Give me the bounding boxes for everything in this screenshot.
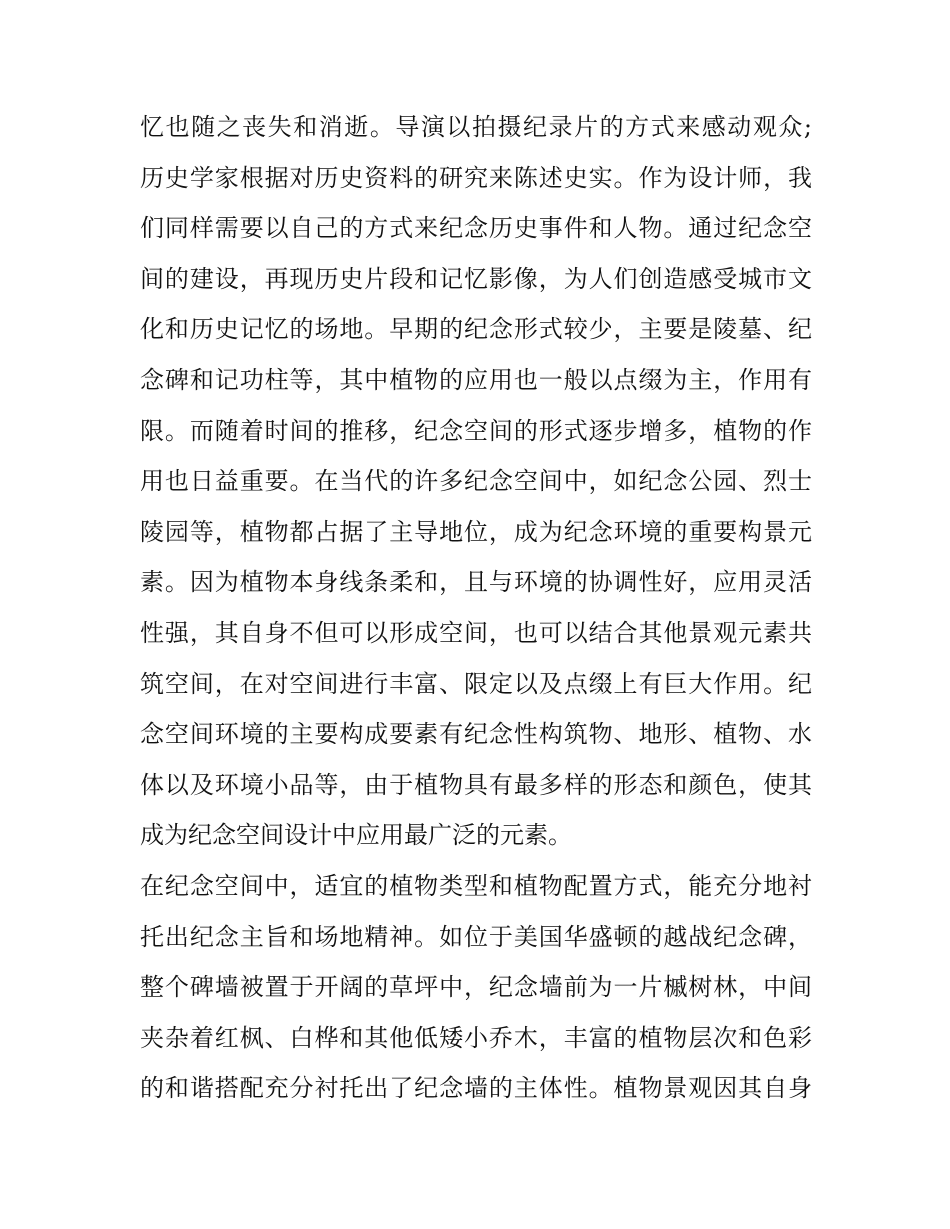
text-line: 托出纪念主旨和场地精神。如位于美国华盛顿的越战纪念碑， (140, 922, 812, 951)
text-line: 性强，其自身不但可以形成空间，也可以结合其他景观元素共 (140, 618, 812, 647)
paragraph-end-line: 成为纪念空间设计中应用最广泛的元素。 (140, 821, 572, 850)
text-line: 筑空间，在对空间进行丰富、限定以及点缀上有巨大作用。纪 (140, 669, 812, 698)
text-line: 化和历史记忆的场地。早期的纪念形式较少，主要是陵墓、纪 (140, 315, 812, 344)
paragraph-start-line: 在纪念空间中，适宜的植物类型和植物配置方式，能充分地衬 (140, 871, 812, 900)
text-line: 限。而随着时间的推移，纪念空间的形式逐步增多，植物的作 (140, 416, 812, 445)
text-line: 忆也随之丧失和消逝。导演以拍摄纪录片的方式来感动观众; (140, 113, 812, 141)
text-line: 念空间环境的主要构成要素有纪念性构筑物、地形、植物、水 (140, 720, 812, 749)
text-line: 陵园等，植物都占据了主导地位，成为纪念环境的重要构景元 (140, 517, 812, 546)
text-line: 用也日益重要。在当代的许多纪念空间中，如纪念公园、烈士 (140, 467, 812, 496)
text-line: 体以及环境小品等，由于植物具有最多样的形态和颜色，使其 (140, 770, 812, 799)
text-line: 念碑和记功柱等，其中植物的应用也一般以点缀为主，作用有 (140, 365, 812, 394)
text-line: 夹杂着红枫、白桦和其他低矮小乔木，丰富的植物层次和色彩 (140, 1023, 812, 1052)
text-line: 整个碑墙被置于开阔的草坪中，纪念墙前为一片槭树林，中间 (140, 973, 812, 1002)
text-line: 们同样需要以自己的方式来纪念历史事件和人物。通过纪念空 (140, 214, 812, 243)
text-line: 历史学家根据对历史资料的研究来陈述史实。作为设计师，我 (140, 163, 812, 192)
body-text (140, 102, 812, 1114)
text-line: 素。因为植物本身线条柔和，且与环境的协调性好，应用灵活 (140, 568, 812, 597)
text-line: 间的建设，再现历史片段和记忆影像，为人们创造感受城市文 (140, 264, 812, 293)
text-line: 的和谐搭配充分衬托出了纪念墙的主体性。植物景观因其自身 (140, 1074, 812, 1103)
